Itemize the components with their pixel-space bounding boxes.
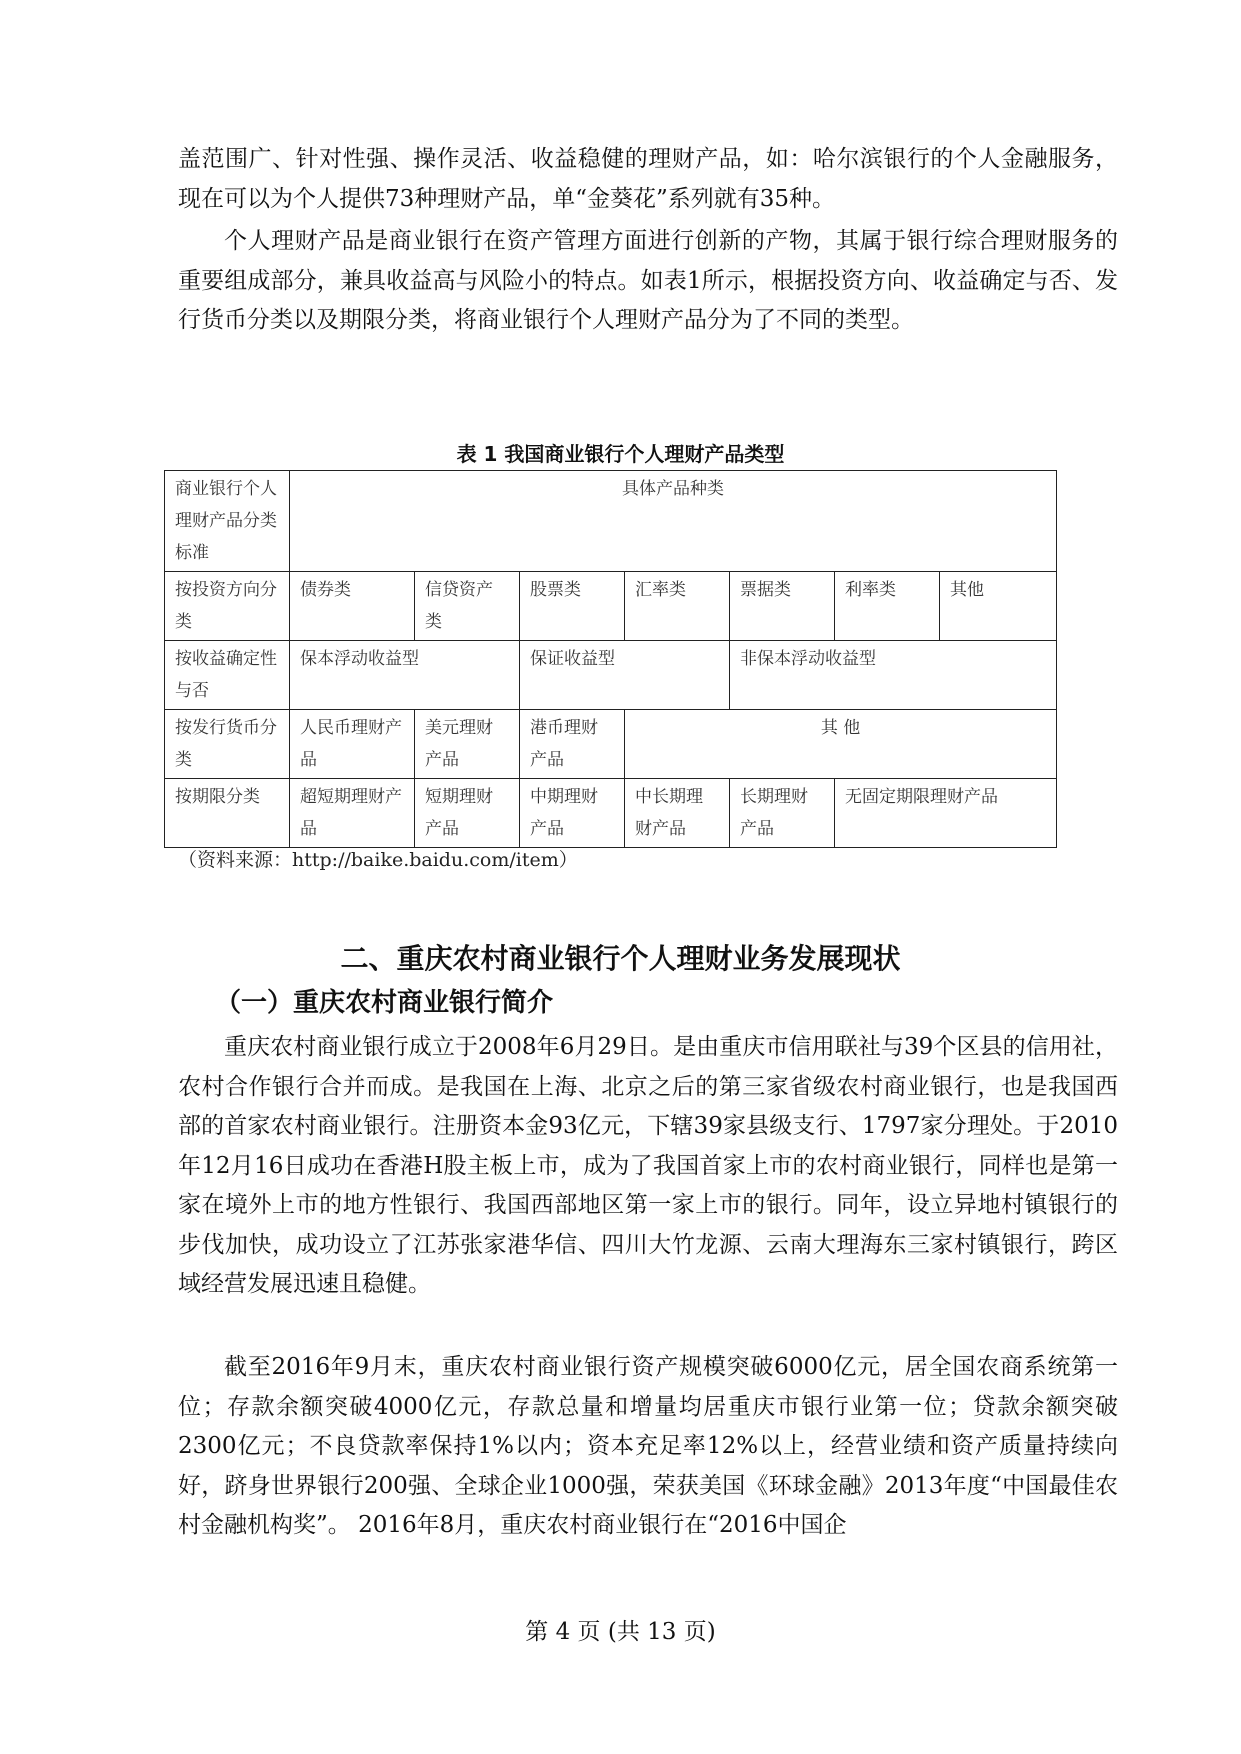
table-row <box>165 710 1057 779</box>
intro-paragraph-1: 盖范围广、针对性强、操作灵活、收益稳健的理财产品，如：哈尔滨银行的个人金融服务，现在可以为个人提供73种理财产品，单“金葵花”系列就有35种。 <box>178 146 1118 212</box>
subsection-title: （一）重庆农村商业银行简介 <box>215 988 554 1018</box>
table-cell: 其他 <box>940 572 1057 641</box>
table-cell: 短期理财产品 <box>415 779 520 848</box>
bank-intro-paragraph: 重庆农村商业银行成立于2008年6月29日。是由重庆市信用联社与39个区县的信用社，农村合作银行合并而成。是我国在上海、北京之后的第三家省级农村商业银行，也是我国西部的首家农村商业银行。注册资本金93亿元，下辖39家县级支行、1797家分理处。于2010年12月16日成功在香港H股主板上市，成为了我国首家上市的农村商业银行，同样也是第一家在境外上市的地方性银行、我国西部地区第一家上市的银行。同年，设立异地村镇银行的步伐加快，成功设立了江苏张家港华信、四川大竹龙源、云南大理海东三家村镇银行，跨区域经营发展迅速且稳健。 <box>178 1034 1118 1297</box>
table-cell: 股票类 <box>520 572 625 641</box>
product-type-table <box>164 470 1057 848</box>
table-cell: 美元理财产品 <box>415 710 520 779</box>
table-source-note: （资料来源：http://baike.baidu.com/item） <box>178 849 578 871</box>
table-cell: 超短期理财产品 <box>290 779 415 848</box>
intro-paragraph-2: 个人理财产品是商业银行在资产管理方面进行创新的产物，其属于银行综合理财服务的重要组成部分，兼具收益高与风险小的特点。如表1所示，根据投资方向、收益确定与否、发行货币分类以及期限分类，将商业银行个人理财产品分为了不同的类型。 <box>178 228 1118 333</box>
table-cell: 中期理财产品 <box>520 779 625 848</box>
table-row <box>165 572 1057 641</box>
header-cell-types: 具体产品种类 <box>290 471 1057 572</box>
table-cell: 长期理财产品 <box>730 779 835 848</box>
table-cell: 人民币理财产品 <box>290 710 415 779</box>
table-cell: 保本浮动收益型 <box>290 641 520 710</box>
table-header-row <box>165 471 1057 572</box>
table-cell: 中长期理财产品 <box>625 779 730 848</box>
table-cell: 其 他 <box>625 710 1057 779</box>
table-cell: 非保本浮动收益型 <box>730 641 1057 710</box>
table-cell: 港币理财产品 <box>520 710 625 779</box>
table-cell: 利率类 <box>835 572 940 641</box>
table-cell: 票据类 <box>730 572 835 641</box>
row-label: 按发行货币分类 <box>165 710 290 779</box>
header-cell-criteria: 商业银行个人理财产品分类标准 <box>165 471 290 572</box>
table-caption: 表 1 我国商业银行个人理财产品类型 <box>456 442 785 466</box>
table-cell: 无固定期限理财产品 <box>835 779 1057 848</box>
row-label: 按收益确定性与否 <box>165 641 290 710</box>
row-label: 按投资方向分类 <box>165 572 290 641</box>
table-row <box>165 779 1057 848</box>
table-cell: 保证收益型 <box>520 641 730 710</box>
section-title: 二、重庆农村商业银行个人理财业务发展现状 <box>340 942 901 975</box>
row-label: 按期限分类 <box>165 779 290 848</box>
table-cell: 债券类 <box>290 572 415 641</box>
bank-stats-paragraph: 截至2016年9月末，重庆农村商业银行资产规模突破6000亿元，居全国农商系统第一位；存款余额突破4000亿元，存款总量和增量均居重庆市银行业第一位；贷款余额突破2300亿元；不良贷款率保持1%以内；资本充足率12%以上，经营业绩和资产质量持续向好，跻身世界银行200强、全球企业1000强，荣获美国《环球金融》2013年度“中国最佳农村金融机构奖”。 2016年8月，重庆农村商业银行在“2016中国企 <box>178 1354 1118 1538</box>
page-number: 第 4 页 (共 13 页) <box>525 1619 716 1645</box>
table-row <box>165 641 1057 710</box>
table-cell: 汇率类 <box>625 572 730 641</box>
table-cell: 信贷资产类 <box>415 572 520 641</box>
